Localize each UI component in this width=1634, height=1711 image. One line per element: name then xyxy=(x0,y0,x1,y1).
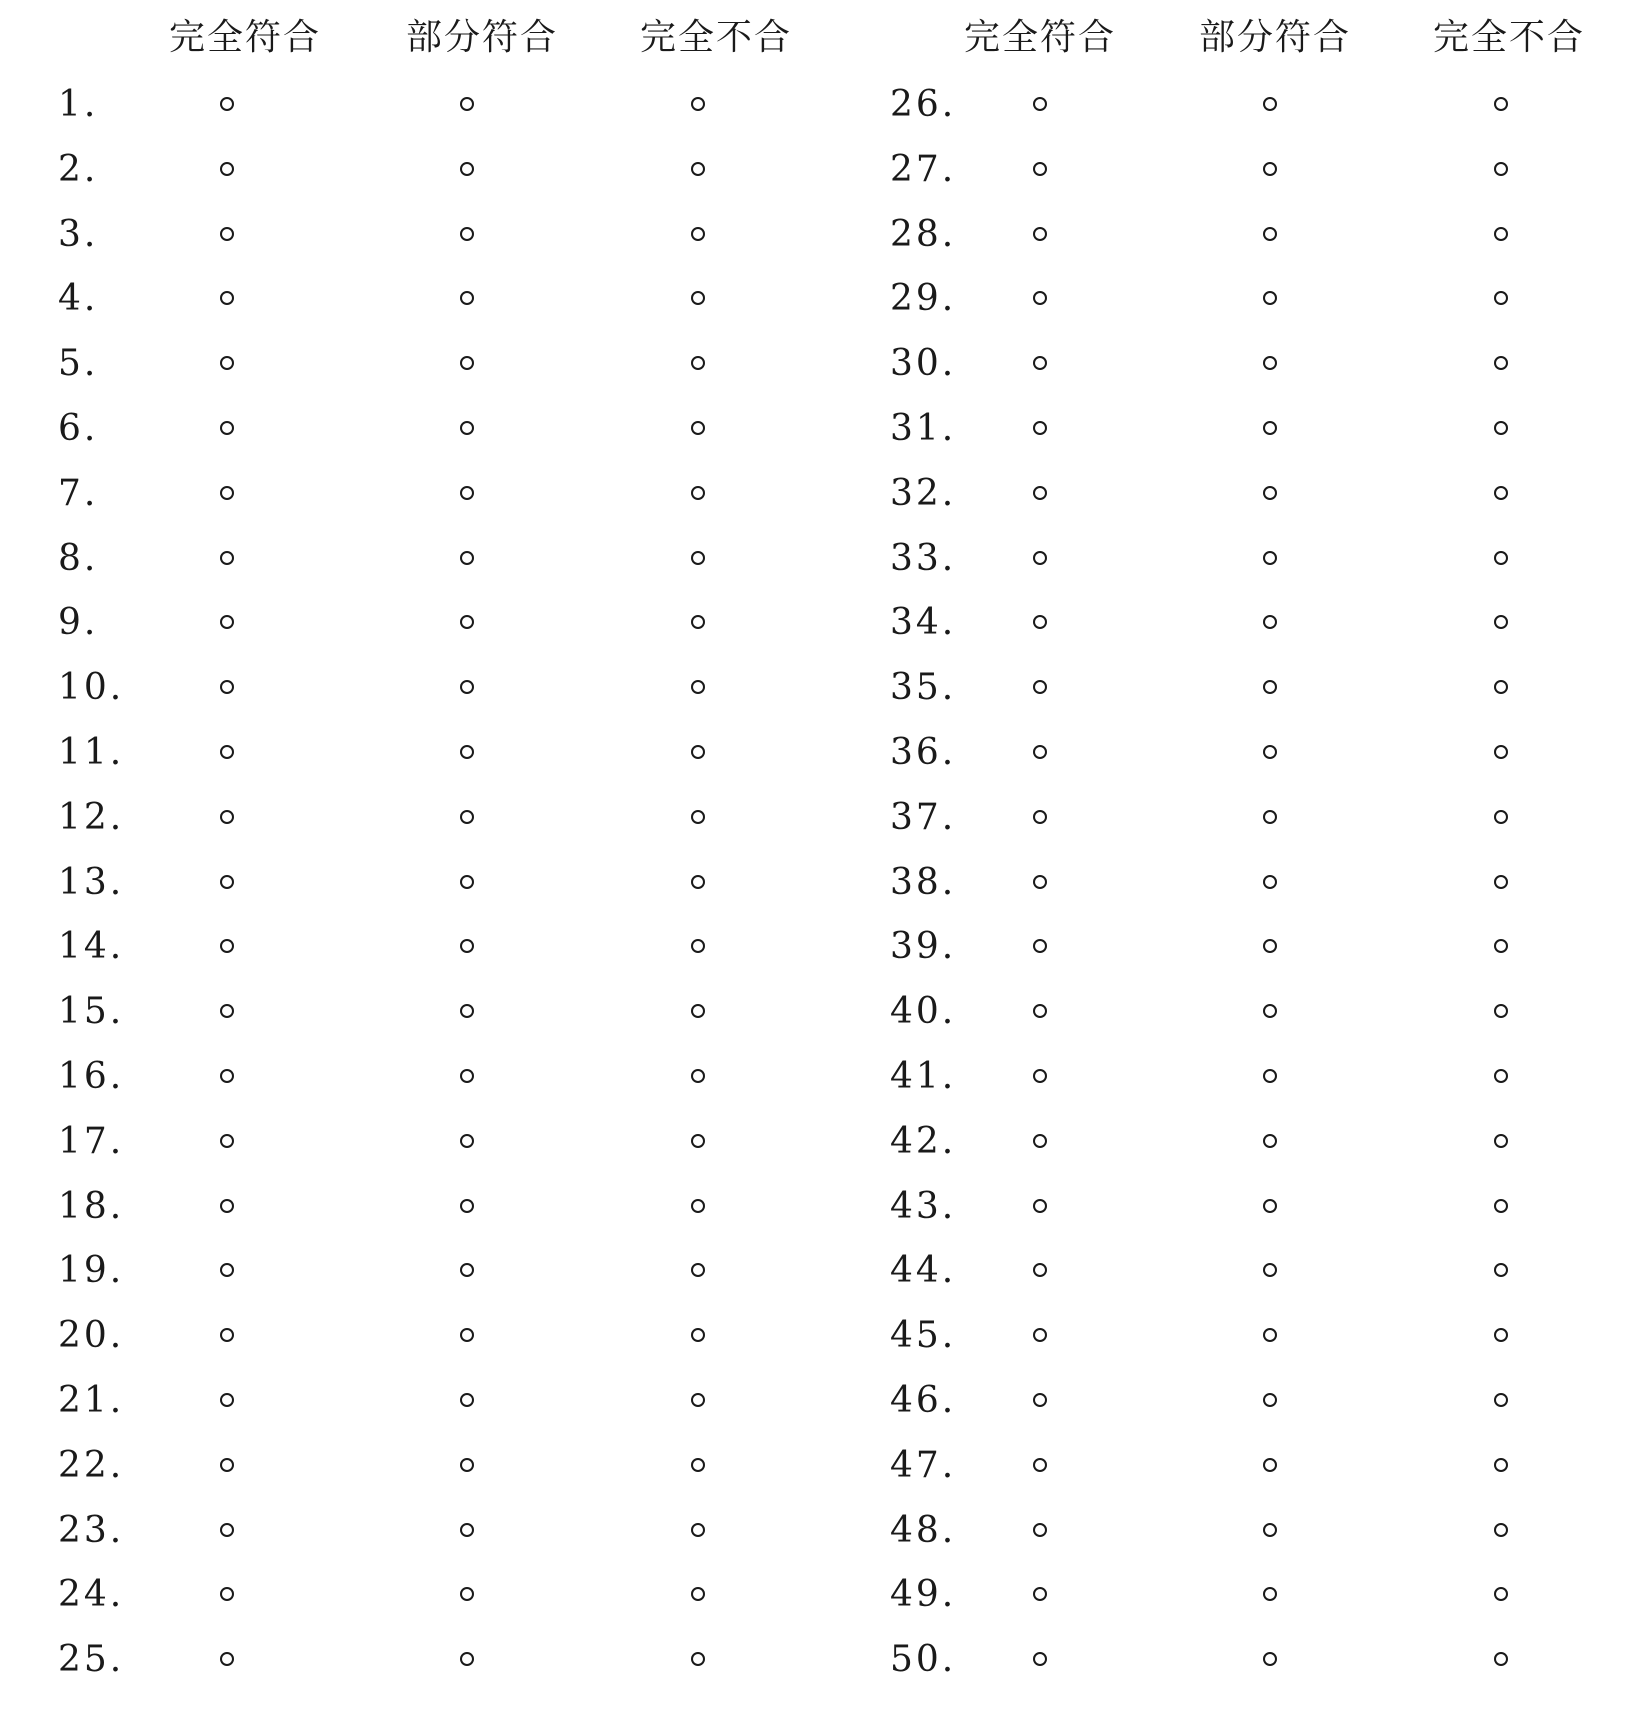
question-row xyxy=(0,1238,817,1303)
answer-circle-icon[interactable] xyxy=(1263,680,1277,694)
answer-circle-icon[interactable] xyxy=(1494,356,1508,370)
answer-circle-icon[interactable] xyxy=(460,1393,474,1407)
question-row xyxy=(0,202,817,267)
answer-circle-icon[interactable] xyxy=(1033,1263,1047,1277)
question-number: 27. xyxy=(890,148,957,190)
answer-circle-icon[interactable] xyxy=(460,1587,474,1601)
answer-circle-icon[interactable] xyxy=(691,875,705,889)
answer-circle-icon[interactable] xyxy=(1494,680,1508,694)
question-number: 41. xyxy=(890,1056,957,1097)
question-number: 23. xyxy=(58,1509,125,1551)
answer-circle-icon[interactable] xyxy=(1263,810,1277,824)
question-row xyxy=(0,461,817,526)
question-row xyxy=(817,396,1634,461)
question-number: 1. xyxy=(58,84,99,125)
question-row xyxy=(0,331,817,396)
question-row xyxy=(0,590,817,655)
question-row xyxy=(0,850,817,915)
answer-circle-icon[interactable] xyxy=(1033,1328,1047,1342)
answer-circle-icon[interactable] xyxy=(220,1523,234,1537)
answer-circle-icon[interactable] xyxy=(1263,615,1277,629)
answer-circle-icon[interactable] xyxy=(691,291,705,305)
answer-circle-icon[interactable] xyxy=(691,1199,705,1213)
question-number: 43. xyxy=(890,1185,957,1227)
question-number: 29. xyxy=(890,278,957,320)
answer-circle-icon[interactable] xyxy=(691,939,705,953)
column-header-3: 完全不合 xyxy=(639,17,793,58)
answer-circle-icon[interactable] xyxy=(1263,97,1277,111)
answer-circle-icon[interactable] xyxy=(1033,421,1047,435)
question-row xyxy=(0,979,817,1044)
question-number: 5. xyxy=(58,343,99,385)
answer-circle-icon[interactable] xyxy=(691,1587,705,1601)
question-number: 48. xyxy=(890,1509,957,1551)
answer-circle-icon[interactable] xyxy=(691,1263,705,1277)
question-row xyxy=(817,72,1634,137)
question-number: 44. xyxy=(890,1250,957,1292)
answer-circle-icon[interactable] xyxy=(220,1199,234,1213)
question-number: 21. xyxy=(58,1380,125,1421)
question-number: 46. xyxy=(890,1380,957,1421)
answer-circle-icon[interactable] xyxy=(1494,875,1508,889)
question-row xyxy=(817,720,1634,785)
answer-circle-icon[interactable] xyxy=(1033,1587,1047,1601)
question-number: 13. xyxy=(58,861,125,903)
question-row xyxy=(0,720,817,785)
question-row xyxy=(0,785,817,850)
answer-circle-icon[interactable] xyxy=(691,227,705,241)
question-row xyxy=(817,202,1634,267)
question-row xyxy=(0,914,817,979)
answer-circle-icon[interactable] xyxy=(220,875,234,889)
question-row xyxy=(0,1109,817,1174)
question-number: 26. xyxy=(890,84,957,125)
answer-circle-icon[interactable] xyxy=(691,1004,705,1018)
column-header-2: 部分符合 xyxy=(405,17,559,58)
answer-circle-icon[interactable] xyxy=(1494,291,1508,305)
answer-circle-icon[interactable] xyxy=(220,810,234,824)
question-number: 24. xyxy=(58,1574,125,1616)
question-number: 25. xyxy=(58,1639,125,1681)
answer-circle-icon[interactable] xyxy=(220,1393,234,1407)
question-row xyxy=(0,1627,817,1692)
answer-circle-icon[interactable] xyxy=(1494,97,1508,111)
answer-circle-icon[interactable] xyxy=(1033,810,1047,824)
answer-circle-icon[interactable] xyxy=(220,1328,234,1342)
answer-circle-icon[interactable] xyxy=(691,1458,705,1472)
answer-circle-icon[interactable] xyxy=(691,486,705,500)
answer-circle-icon[interactable] xyxy=(1494,1004,1508,1018)
answer-circle-icon[interactable] xyxy=(1494,1587,1508,1601)
answer-circle-icon[interactable] xyxy=(460,97,474,111)
question-number: 11. xyxy=(58,732,125,773)
answer-circle-icon[interactable] xyxy=(1033,1004,1047,1018)
question-row xyxy=(0,655,817,720)
answer-circle-icon[interactable] xyxy=(1494,810,1508,824)
answer-circle-icon[interactable] xyxy=(1494,227,1508,241)
answer-circle-icon[interactable] xyxy=(460,1004,474,1018)
question-row xyxy=(817,1238,1634,1303)
answer-circle-icon[interactable] xyxy=(1033,1393,1047,1407)
answer-circle-icon[interactable] xyxy=(460,162,474,176)
answer-circle-icon[interactable] xyxy=(1494,939,1508,953)
answer-circle-icon[interactable] xyxy=(220,1004,234,1018)
column-header-1: 完全符合 xyxy=(168,17,322,58)
question-number: 10. xyxy=(58,667,125,709)
question-number: 37. xyxy=(890,796,957,838)
answer-circle-icon[interactable] xyxy=(460,1199,474,1213)
answer-circle-icon[interactable] xyxy=(1263,1587,1277,1601)
answer-circle-icon[interactable] xyxy=(1263,1458,1277,1472)
answer-circle-icon[interactable] xyxy=(691,1523,705,1537)
question-number: 49. xyxy=(890,1574,957,1616)
answer-circle-icon[interactable] xyxy=(460,227,474,241)
answer-circle-icon[interactable] xyxy=(691,97,705,111)
answer-circle-icon[interactable] xyxy=(1263,1004,1277,1018)
answer-circle-icon[interactable] xyxy=(220,162,234,176)
answer-circle-icon[interactable] xyxy=(1033,1458,1047,1472)
question-row xyxy=(817,461,1634,526)
answer-circle-icon[interactable] xyxy=(460,875,474,889)
answer-circle-icon[interactable] xyxy=(1263,939,1277,953)
answer-circle-icon[interactable] xyxy=(1263,745,1277,759)
answer-circle-icon[interactable] xyxy=(1033,680,1047,694)
answer-circle-icon[interactable] xyxy=(220,97,234,111)
answer-circle-icon[interactable] xyxy=(691,356,705,370)
answer-circle-icon[interactable] xyxy=(1263,1069,1277,1083)
question-row xyxy=(817,1368,1634,1433)
question-number: 17. xyxy=(58,1120,125,1162)
question-row xyxy=(0,526,817,591)
question-number: 33. xyxy=(890,537,957,579)
answer-circle-icon[interactable] xyxy=(1033,1199,1047,1213)
question-number: 20. xyxy=(58,1315,125,1357)
question-number: 36. xyxy=(890,732,957,773)
answer-circle-icon[interactable] xyxy=(460,615,474,629)
answer-circle-icon[interactable] xyxy=(460,680,474,694)
answer-circle-icon[interactable] xyxy=(1494,1652,1508,1666)
answer-circle-icon[interactable] xyxy=(1494,162,1508,176)
answer-circle-icon[interactable] xyxy=(691,1134,705,1148)
answer-circle-icon[interactable] xyxy=(460,1069,474,1083)
question-row xyxy=(0,1303,817,1368)
answer-circle-icon[interactable] xyxy=(1033,551,1047,565)
answer-circle-icon[interactable] xyxy=(1494,1069,1508,1083)
answer-circle-icon[interactable] xyxy=(691,551,705,565)
question-number: 4. xyxy=(58,278,99,320)
answer-circle-icon[interactable] xyxy=(1494,1199,1508,1213)
answer-circle-icon[interactable] xyxy=(1263,1199,1277,1213)
question-row xyxy=(0,1174,817,1239)
answer-circle-icon[interactable] xyxy=(220,1069,234,1083)
answer-circle-icon[interactable] xyxy=(220,1587,234,1601)
question-number: 31. xyxy=(890,408,957,449)
answer-circle-icon[interactable] xyxy=(460,1134,474,1148)
question-number: 6. xyxy=(58,408,99,449)
answer-circle-icon[interactable] xyxy=(1494,1393,1508,1407)
answer-circle-icon[interactable] xyxy=(691,1328,705,1342)
answer-circle-icon[interactable] xyxy=(1263,1652,1277,1666)
answer-circle-icon[interactable] xyxy=(691,680,705,694)
answer-circle-icon[interactable] xyxy=(1263,486,1277,500)
answer-circle-icon[interactable] xyxy=(220,1652,234,1666)
answer-circle-icon[interactable] xyxy=(1263,162,1277,176)
answer-circle-icon[interactable] xyxy=(460,291,474,305)
question-number: 3. xyxy=(58,213,99,255)
question-row xyxy=(817,266,1634,331)
answer-circle-icon[interactable] xyxy=(1494,421,1508,435)
answer-circle-icon[interactable] xyxy=(460,356,474,370)
answer-circle-icon[interactable] xyxy=(691,421,705,435)
question-number: 40. xyxy=(890,991,957,1033)
question-number: 7. xyxy=(58,472,99,514)
question-row xyxy=(0,72,817,137)
answer-circle-icon[interactable] xyxy=(220,680,234,694)
question-row xyxy=(817,1433,1634,1498)
question-number: 16. xyxy=(58,1056,125,1097)
question-row xyxy=(817,979,1634,1044)
answer-circle-icon[interactable] xyxy=(1494,551,1508,565)
answer-circle-icon[interactable] xyxy=(1033,1069,1047,1083)
answer-circle-icon[interactable] xyxy=(220,745,234,759)
answer-circle-icon[interactable] xyxy=(220,356,234,370)
answer-circle-icon[interactable] xyxy=(1494,486,1508,500)
answer-circle-icon[interactable] xyxy=(460,1652,474,1666)
question-row xyxy=(817,655,1634,720)
column-header-3: 完全不合 xyxy=(1432,17,1586,58)
question-row xyxy=(817,137,1634,202)
answer-circle-icon[interactable] xyxy=(1263,227,1277,241)
question-number: 39. xyxy=(890,926,957,968)
answer-circle-icon[interactable] xyxy=(460,810,474,824)
question-row xyxy=(0,1562,817,1627)
question-number: 38. xyxy=(890,861,957,903)
answer-circle-icon[interactable] xyxy=(1033,356,1047,370)
answer-circle-icon[interactable] xyxy=(460,1328,474,1342)
question-number: 50. xyxy=(890,1639,957,1681)
column-header-2: 部分符合 xyxy=(1198,17,1352,58)
question-row xyxy=(817,850,1634,915)
answer-circle-icon[interactable] xyxy=(1033,1652,1047,1666)
answer-circle-icon[interactable] xyxy=(1494,1263,1508,1277)
answer-circle-icon[interactable] xyxy=(1494,615,1508,629)
answer-circle-icon[interactable] xyxy=(1263,1134,1277,1148)
answer-circle-icon[interactable] xyxy=(220,1263,234,1277)
answer-circle-icon[interactable] xyxy=(460,1263,474,1277)
question-row xyxy=(0,266,817,331)
answer-circle-icon[interactable] xyxy=(1033,97,1047,111)
question-row xyxy=(817,331,1634,396)
answer-circle-icon[interactable] xyxy=(691,810,705,824)
question-number: 18. xyxy=(58,1185,125,1227)
question-row xyxy=(817,1627,1634,1692)
answer-circle-icon[interactable] xyxy=(220,551,234,565)
answer-circle-icon[interactable] xyxy=(460,486,474,500)
answer-circle-icon[interactable] xyxy=(1494,1328,1508,1342)
question-number: 35. xyxy=(890,667,957,709)
question-row xyxy=(817,1562,1634,1627)
answer-circle-icon[interactable] xyxy=(220,486,234,500)
question-number: 12. xyxy=(58,796,125,838)
question-row xyxy=(0,1044,817,1109)
question-number: 42. xyxy=(890,1120,957,1162)
answer-circle-icon[interactable] xyxy=(691,615,705,629)
question-row xyxy=(817,1044,1634,1109)
answer-circle-icon[interactable] xyxy=(460,551,474,565)
question-row xyxy=(817,1174,1634,1239)
answer-circle-icon[interactable] xyxy=(220,291,234,305)
answer-circle-icon[interactable] xyxy=(1033,291,1047,305)
answer-circle-icon[interactable] xyxy=(1033,162,1047,176)
answer-circle-icon[interactable] xyxy=(1263,875,1277,889)
question-row xyxy=(817,1303,1634,1368)
answer-circle-icon[interactable] xyxy=(1263,421,1277,435)
answer-block-right xyxy=(817,0,1634,1711)
answer-circle-icon[interactable] xyxy=(691,1393,705,1407)
answer-circle-icon[interactable] xyxy=(1263,551,1277,565)
question-row xyxy=(817,526,1634,591)
answer-circle-icon[interactable] xyxy=(1494,1523,1508,1537)
answer-circle-icon[interactable] xyxy=(1033,745,1047,759)
question-number: 14. xyxy=(58,926,125,968)
answer-circle-icon[interactable] xyxy=(1263,356,1277,370)
question-number: 34. xyxy=(890,602,957,644)
answer-circle-icon[interactable] xyxy=(220,227,234,241)
question-number: 28. xyxy=(890,213,957,255)
column-header-1: 完全符合 xyxy=(963,17,1117,58)
answer-circle-icon[interactable] xyxy=(691,162,705,176)
answer-circle-icon[interactable] xyxy=(1033,1523,1047,1537)
answer-circle-icon[interactable] xyxy=(460,1523,474,1537)
question-row xyxy=(817,1109,1634,1174)
answer-circle-icon[interactable] xyxy=(460,1458,474,1472)
answer-circle-icon[interactable] xyxy=(220,939,234,953)
question-number: 9. xyxy=(58,602,99,644)
question-number: 2. xyxy=(58,148,99,190)
answer-circle-icon[interactable] xyxy=(691,1652,705,1666)
question-row xyxy=(0,1498,817,1563)
question-number: 32. xyxy=(890,472,957,514)
answer-circle-icon[interactable] xyxy=(460,939,474,953)
question-row xyxy=(0,137,817,202)
question-number: 45. xyxy=(890,1315,957,1357)
question-row xyxy=(817,785,1634,850)
answer-circle-icon[interactable] xyxy=(1494,1134,1508,1148)
answer-circle-icon[interactable] xyxy=(1263,1263,1277,1277)
answer-circle-icon[interactable] xyxy=(220,1458,234,1472)
answer-circle-icon[interactable] xyxy=(220,421,234,435)
question-row xyxy=(817,1498,1634,1563)
answer-circle-icon[interactable] xyxy=(1033,875,1047,889)
answer-circle-icon[interactable] xyxy=(691,1069,705,1083)
question-number: 47. xyxy=(890,1444,957,1486)
answer-circle-icon[interactable] xyxy=(220,615,234,629)
answer-circle-icon[interactable] xyxy=(1033,1134,1047,1148)
answer-circle-icon[interactable] xyxy=(220,1134,234,1148)
answer-circle-icon[interactable] xyxy=(1494,745,1508,759)
question-row xyxy=(817,914,1634,979)
question-number: 19. xyxy=(58,1250,125,1292)
answer-circle-icon[interactable] xyxy=(1033,939,1047,953)
question-number: 22. xyxy=(58,1444,125,1486)
question-row xyxy=(817,590,1634,655)
question-number: 30. xyxy=(890,343,957,385)
answer-circle-icon[interactable] xyxy=(1033,227,1047,241)
question-row xyxy=(0,1433,817,1498)
answer-circle-icon[interactable] xyxy=(460,421,474,435)
answer-circle-icon[interactable] xyxy=(460,745,474,759)
answer-circle-icon[interactable] xyxy=(1033,615,1047,629)
answer-circle-icon[interactable] xyxy=(1263,1393,1277,1407)
answer-circle-icon[interactable] xyxy=(1263,1523,1277,1537)
answer-circle-icon[interactable] xyxy=(1033,486,1047,500)
question-row xyxy=(0,1368,817,1433)
answer-circle-icon[interactable] xyxy=(1263,1328,1277,1342)
answer-circle-icon[interactable] xyxy=(691,745,705,759)
question-number: 15. xyxy=(58,991,125,1033)
question-row xyxy=(0,396,817,461)
answer-circle-icon[interactable] xyxy=(1494,1458,1508,1472)
question-number: 8. xyxy=(58,537,99,579)
answer-circle-icon[interactable] xyxy=(1263,291,1277,305)
